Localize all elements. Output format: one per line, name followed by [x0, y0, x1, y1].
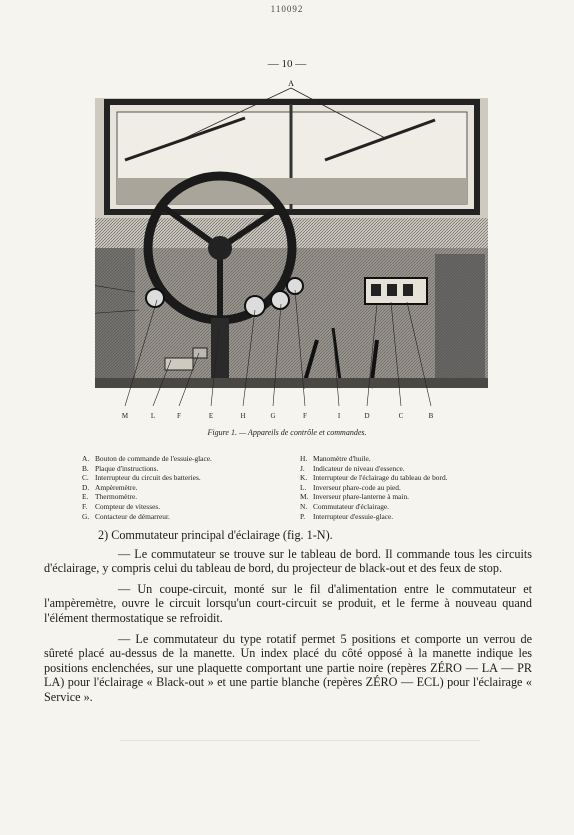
- legend-item: G. Contacteur de démarreur.: [82, 511, 170, 521]
- figure-label-C: C: [398, 412, 404, 420]
- legend-item: M. Inverseur phare-lanterne à main.: [300, 492, 410, 502]
- figure-label-top: A: [288, 79, 294, 88]
- figure-label-I: I: [337, 412, 341, 420]
- page-number: — 10 —: [267, 58, 307, 70]
- figure-label-B: B: [428, 412, 434, 420]
- legend-item: P. Interrupteur d'essuie-glace.: [300, 511, 394, 521]
- legend-item: D. Ampèremètre.: [82, 482, 138, 492]
- legend-item: L. Inverseur phare-code au pied.: [300, 482, 401, 492]
- legend-item: H. Manomètre d'huile.: [300, 454, 371, 463]
- document-code: 110092: [270, 4, 304, 14]
- legend-item: J. Indicateur de niveau d'essence.: [300, 463, 405, 473]
- bleed-through-mark: [120, 740, 480, 791]
- legend-item: K. Interrupteur de l'éclairage du tableau de bord.: [300, 473, 448, 483]
- body-paragraph: — Le commutateur se trouve sur le tableau de bord. Il commande tous les circuits d'éclairage, y compris celui du tableau de bord, du projecteur de black-out et des feux de stop.: [44, 546, 532, 576]
- figure-label-F1: F: [177, 412, 181, 420]
- body-paragraph: — Le commutateur du type rotatif permet 5 positions et comporte un verrou de sûreté placé au-dessus de la manette. Un index placé du côté opposé à la manette indique les positions enclenchées, sur une plaquette comportant une partie noire (repères ZÉRO — LA — PR LA) pour l'éclairage « Black-out » et une partie blanche (repères ZÉRO — ECL) pour l'éclairage « Service ».: [44, 631, 532, 704]
- figure-label-E: E: [208, 412, 214, 420]
- legend-item: A. Bouton de commande de l'essuie-glace.: [82, 454, 212, 463]
- bleed-through-mark: [520, 250, 570, 330]
- figure-label-L: L: [150, 412, 156, 420]
- legend-item: F. Compteur de vitesses.: [82, 501, 161, 511]
- legend-item: B. Plaque d'instructions.: [82, 463, 159, 473]
- dashboard-figure: [95, 78, 488, 426]
- figure-label-F2: F: [303, 412, 307, 420]
- legend-item: C. Interrupteur du circuit des batteries.: [82, 473, 201, 483]
- figure-legend: [82, 454, 502, 521]
- body-paragraph: — Un coupe-circuit, monté sur le fil d'alimentation entre le commutateur et l'ampèremètre, ouvre le circuit lorsqu'un court-circuit se produit, et le ferme à nouveau quand l'élément thermostatique se refroidit.: [44, 581, 532, 625]
- section-heading: 2) Commutateur principal d'éclairage (fig. 1-N).: [98, 528, 333, 542]
- figure-label-D: D: [364, 412, 370, 420]
- body-text: [44, 528, 532, 711]
- legend-item: E. Thermomètre.: [82, 492, 138, 502]
- dashboard-illustration: [95, 78, 488, 426]
- figure-label-G: G: [270, 412, 276, 420]
- figure-label-H: H: [240, 412, 246, 420]
- figure-label-M: M: [121, 412, 129, 420]
- figure-caption: Figure 1. — Appareils de contrôle et commandes.: [207, 428, 367, 437]
- legend-item: N. Commutateur d'éclairage.: [300, 501, 390, 511]
